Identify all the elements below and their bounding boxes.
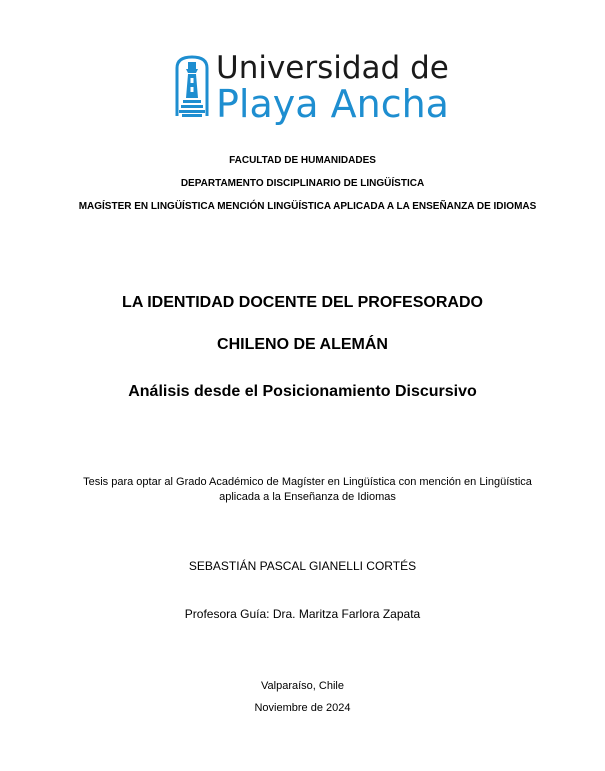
logo-wordmark-line1: Universidad de <box>216 50 449 86</box>
date: Noviembre de 2024 <box>254 702 351 714</box>
thesis-advisor: Profesora Guía: Dra. Maritza Farlora Zapata <box>184 607 421 621</box>
lighthouse-emblem-icon <box>174 54 210 118</box>
thesis-title-line2: CHILENO DE ALEMÁN <box>217 336 388 353</box>
logo-wordmark-line2: Playa Ancha <box>216 82 449 126</box>
program-name: MAGÍSTER EN LINGÜÍSTICA MENCIÓN LINGÜÍSTICA APLICADA A LA ENSEÑANZA DE IDIOMAS <box>78 201 537 212</box>
department-name: DEPARTAMENTO DISCIPLINARIO DE LINGÜÍSTICA <box>180 178 425 189</box>
place: Valparaíso, Chile <box>261 680 344 692</box>
faculty-name: FACULTAD DE HUMANIDADES <box>229 155 376 166</box>
thesis-title-line1: LA IDENTIDAD DOCENTE DEL PROFESORADO <box>122 294 483 311</box>
thesis-degree-statement: Tesis para optar al Grado Académico de Magíster en Lingüística con mención en Lingüística aplicada a la Enseñanza de Idiomas <box>83 476 532 503</box>
author-name: SEBASTIÁN PASCAL GIANELLI CORTÉS <box>188 559 417 573</box>
university-logo <box>174 50 454 130</box>
thesis-subtitle: Análisis desde el Posicionamiento Discursivo <box>128 383 477 400</box>
